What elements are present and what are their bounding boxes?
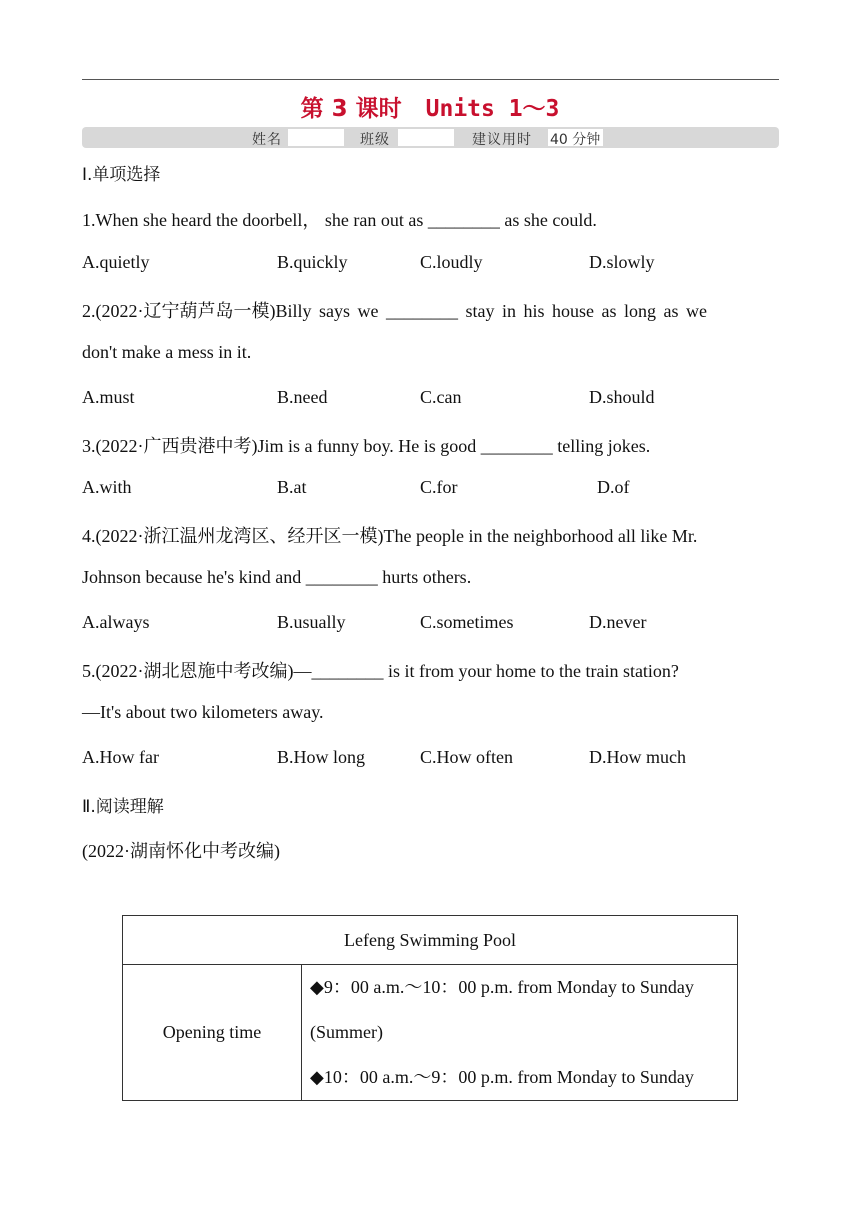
q4-option-c[interactable]: C.sometimes [420, 612, 514, 632]
opening-time-cell [302, 965, 738, 1101]
q4-option-d[interactable]: D.never [589, 612, 647, 632]
section1-heading: Ⅰ.单项选择 [82, 165, 161, 185]
section2-source: (2022·湖南怀化中考改编) [82, 841, 280, 861]
question-2-text-cont: don't make a mess in it. [82, 342, 252, 362]
opening-time-label: Opening time [123, 965, 302, 1101]
q4-option-b[interactable]: B.usually [277, 612, 346, 632]
q5-option-c[interactable]: C.How often [420, 747, 513, 767]
q1-option-d[interactable]: D.slowly [589, 252, 655, 272]
q4-option-a[interactable]: A.always [82, 612, 150, 632]
class-label: 班级 [360, 132, 390, 148]
q3-option-b[interactable]: B.at [277, 477, 307, 497]
question-1-text: 1.When she heard the doorbell， she ran out as ________ as she could. [82, 210, 597, 230]
pool-info-table [122, 915, 738, 1101]
q2-option-a[interactable]: A.must [82, 387, 135, 407]
units-title: Units 1～3 [425, 96, 560, 122]
question-3-text: 3.(2022·广西贵港中考)Jim is a funny boy. He is good ________ telling jokes. [82, 436, 651, 456]
lesson-title: 第 3 课时 [300, 96, 402, 122]
q3-option-d[interactable]: D.of [597, 477, 630, 497]
question-4-text: 4.(2022·浙江温州龙湾区、经开区一模)The people in the neighborhood all like Mr. [82, 526, 698, 546]
question-4-text-cont: Johnson because he's kind and ________ hurts others. [82, 567, 472, 587]
q1-option-c[interactable]: C.loudly [420, 252, 483, 272]
opening-time-line-1: ◆9：00 a.m.～10：00 p.m. from Monday to Sunday [310, 977, 694, 997]
q3-option-c[interactable]: C.for [420, 477, 458, 497]
q1-option-a[interactable]: A.quietly [82, 252, 150, 272]
class-field[interactable] [398, 129, 454, 146]
time-label: 建议用时 [472, 132, 532, 148]
question-5-text: 5.(2022·湖北恩施中考改编)—________ is it from your home to the train station? [82, 661, 679, 681]
top-rule [82, 79, 779, 80]
q5-option-a[interactable]: A.How far [82, 747, 159, 767]
q3-option-a[interactable]: A.with [82, 477, 132, 497]
name-field[interactable] [288, 129, 344, 146]
page-title [0, 90, 860, 123]
q5-option-b[interactable]: B.How long [277, 747, 366, 767]
question-2-text: 2.(2022·辽宁葫芦岛一模)Billy says we ________ stay in his house as long as we [82, 301, 707, 321]
q2-option-d[interactable]: D.should [589, 387, 655, 407]
info-bar [82, 127, 779, 148]
q2-option-b[interactable]: B.need [277, 387, 328, 407]
q5-option-d[interactable]: D.How much [589, 747, 686, 767]
pool-table-title: Lefeng Swimming Pool [123, 916, 738, 965]
question-5-text-cont: —It's about two kilometers away. [82, 702, 324, 722]
time-value: 40 分钟 [550, 132, 601, 148]
name-label: 姓名 [252, 132, 282, 148]
q1-option-b[interactable]: B.quickly [277, 252, 348, 272]
section2-heading: Ⅱ.阅读理解 [82, 797, 164, 817]
opening-time-line-2: (Summer) [310, 1022, 383, 1042]
opening-time-line-3: ◆10：00 a.m.～9：00 p.m. from Monday to Sunday [310, 1067, 694, 1087]
q2-option-c[interactable]: C.can [420, 387, 462, 407]
